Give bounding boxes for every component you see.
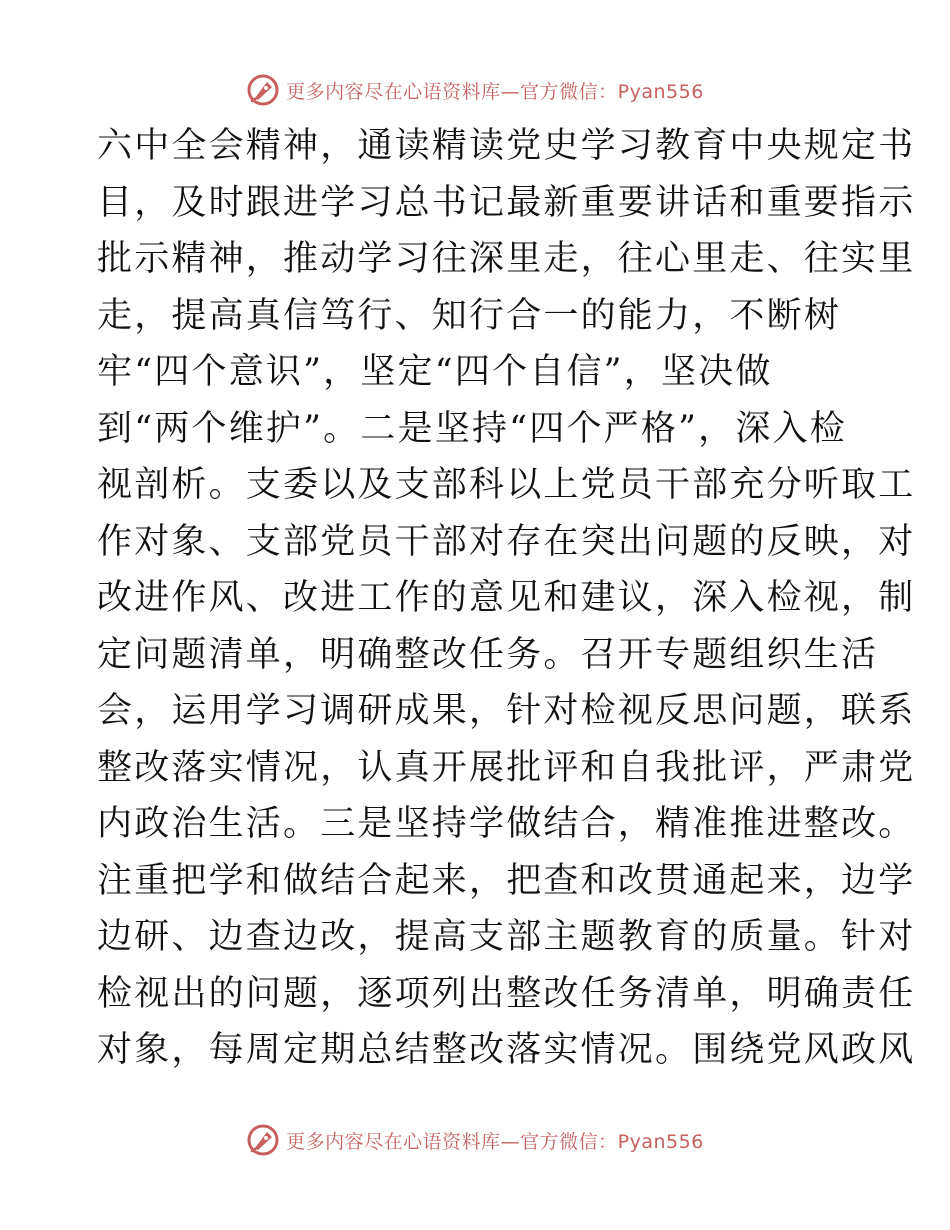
body-line: 边研、边查边改，提高支部主题教育的质量。针对: [97, 917, 916, 957]
watermark-text: 更多内容尽在心语资料库—官方微信：Pyan556: [286, 1130, 704, 1153]
body-line: 六中全会精神，通读精读党史学习教育中央规定书: [97, 126, 916, 166]
watermark-text: 更多内容尽在心语资料库—官方微信：Pyan556: [286, 80, 704, 103]
body-line: 牢“四个意识”，坚定“四个自信”，坚决做: [97, 352, 773, 392]
body-line: 整改落实情况，认真开展批评和自我批评，严肃党: [97, 747, 916, 788]
header-watermark: [0, 70, 950, 110]
body-line: 内政治生活。三是坚持学做结合，精准推进整改。: [97, 804, 916, 844]
body-line: 目，及时跟进学习总书记最新重要讲话和重要指示: [97, 182, 916, 223]
body-line: 走，提高真信笃行、知行合一的能力，不断树: [97, 295, 842, 336]
body-line: 视剖析。支委以及支部科以上党员干部充分听取工: [97, 465, 916, 505]
body-line: 注重把学和做结合起来，把查和改贯通起来，边学: [97, 860, 916, 901]
body-line: 检视出的问题，逐项列出整改任务清单，明确责任: [97, 973, 916, 1014]
body-line: 改进作风、改进工作的意见和建议，深入检视，制: [97, 578, 916, 618]
body-line: 定问题清单，明确整改任务。召开专题组织生活: [97, 634, 879, 675]
footer-watermark: [0, 1120, 950, 1160]
body-line: 批示精神，推动学习往深里走，往心里走、往实里: [97, 239, 916, 279]
body-line: 会，运用学习调研成果，针对检视反思问题，联系: [97, 691, 916, 731]
body-line: 作对象、支部党员干部对存在突出问题的反映，对: [97, 521, 916, 562]
document-body: [97, 118, 916, 1079]
pen-nib-logo-icon: [246, 1123, 280, 1157]
body-line: 对象，每周定期总结整改落实情况。围绕党风政风: [97, 1030, 916, 1070]
pen-nib-logo-icon: [246, 73, 280, 107]
body-line: 到“两个维护”。二是坚持“四个严格”，深入检: [97, 408, 847, 449]
